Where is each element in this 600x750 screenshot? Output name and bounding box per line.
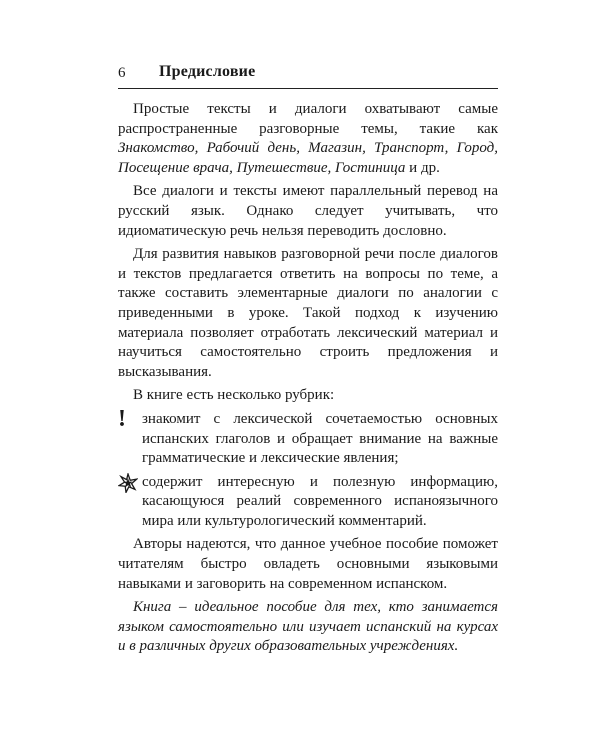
topics-list: Знакомство, Рабочий день, Магазин, Транспорт, Город, Посещение врача, Путешествие, Гостиница [118, 140, 498, 176]
rubric-item [118, 473, 498, 532]
paragraph-authors: Авторы надеются, что данное учебное пособие поможет читателям быстро овладеть основными языковыми навыками и заговорить на современном испанском. [118, 536, 498, 592]
exclamation-icon: ! [118, 405, 126, 432]
paragraph-translation: Все диалоги и тексты имеют параллельный перевод на русский язык. Однако следует учитывать, что идиоматическую речь нельзя переводить дословно. [118, 183, 498, 239]
chapter-title: Предисловие [159, 63, 256, 80]
star-icon [118, 473, 138, 493]
rubric-text: содержит интересную и полезную информацию, касающуюся реалий современного испаноязычного мира или культурологический комментарий. [142, 473, 498, 529]
page-number: 6 [118, 65, 126, 81]
paragraph-rubrics-intro: В книге есть несколько рубрик: [133, 387, 335, 404]
running-header [118, 62, 498, 89]
paragraph-closing: Книга – идеальное пособие для тех, кто занимается языком самостоятельно или изучает испанский на курсах и в различных других образовательных учреждениях. [118, 599, 498, 655]
rubric-text: знакомит с лексической сочетаемостью основных испанских глаголов и обращает внимание на важные грамматические и лексические явления; [142, 410, 498, 467]
body-text [118, 100, 498, 661]
paragraph-speaking: Для развития навыков разговорной речи после диалогов и текстов предлагается ответить на вопросы по теме, а также составить элементарные диалоги по аналогии с приведенными в уроке. Такой подход к изучению материала позволяет отработать лексический материал и научиться самостоятельно строить предложения и высказывания. [118, 246, 498, 380]
paragraph-topics: Простые тексты и диалоги охватывают самые распространенные разговорные темы, такие как Знакомство, Рабочий день, Магазин, Транспорт, Город, Посещение врача, Путешествие, Гостиница и др. [118, 101, 498, 176]
rubric-item [118, 405, 498, 469]
